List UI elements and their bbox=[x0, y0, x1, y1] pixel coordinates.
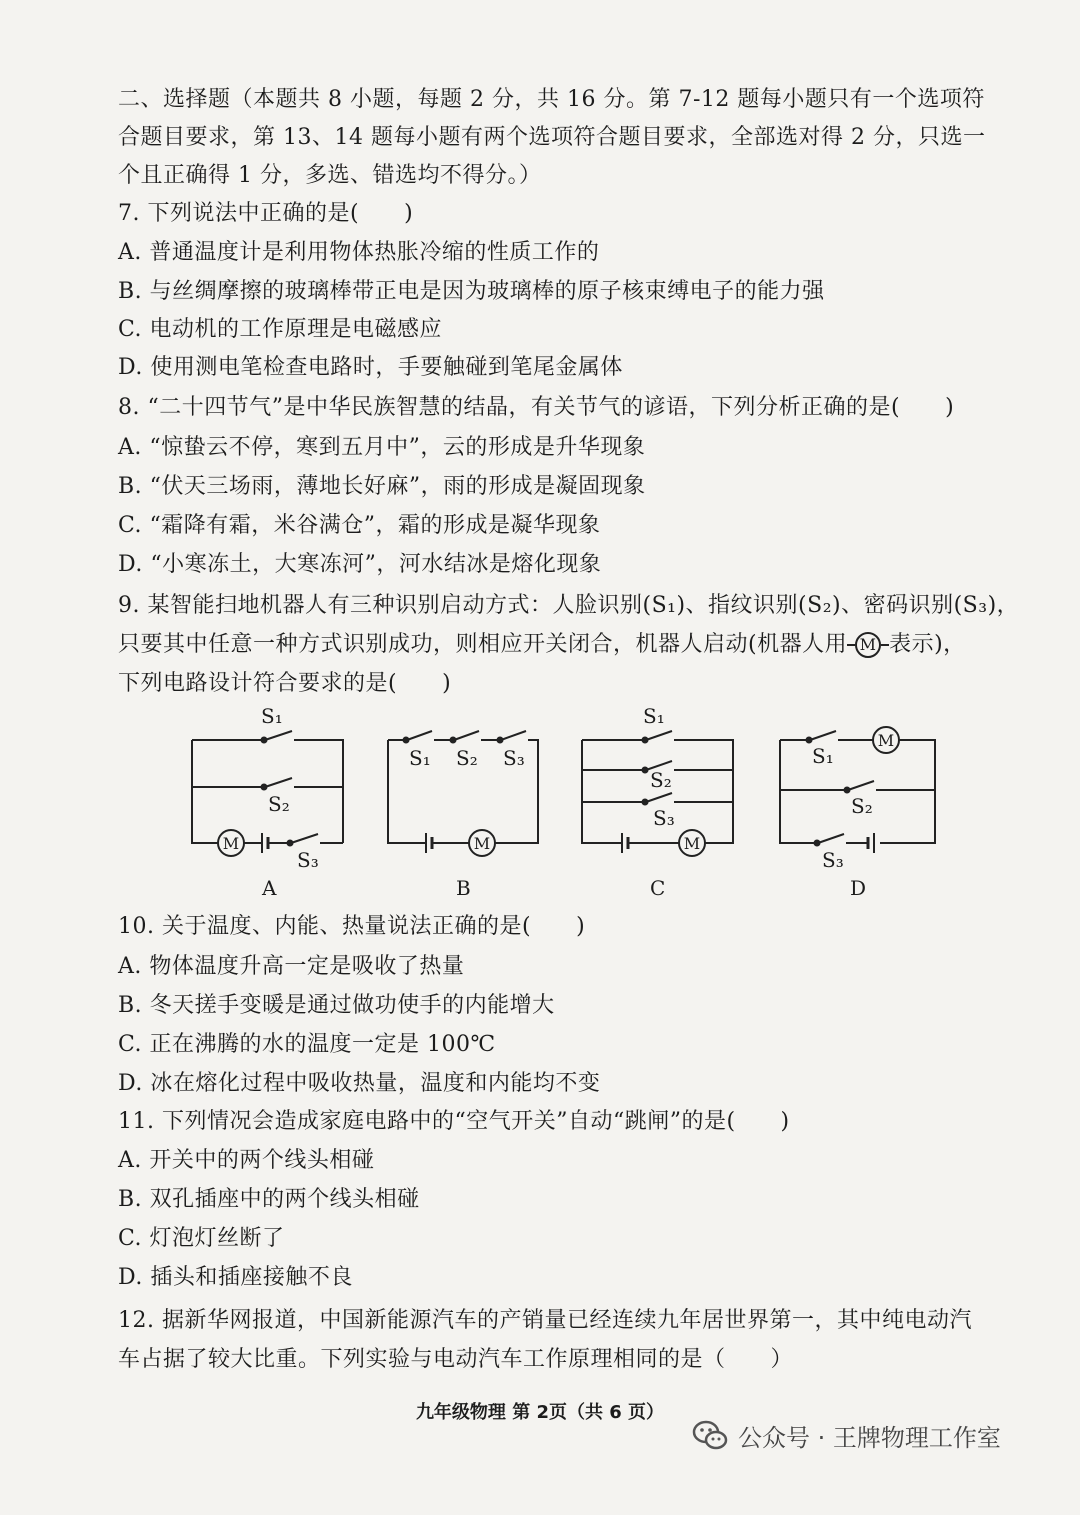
q11-option-d: D. 插头和插座接触不良 bbox=[118, 1265, 353, 1290]
q9-stem-line-3: 下列电路设计符合要求的是( ) bbox=[118, 671, 452, 696]
circuit-a-label-s3: S₃ bbox=[297, 848, 319, 872]
motor-lead-left bbox=[847, 644, 855, 646]
section-heading-line-1: 二、选择题（本题共 8 小题，每题 2 分，共 16 分。第 7-12 题每小题只有一个选项符 bbox=[118, 87, 985, 112]
circuit-c bbox=[582, 731, 733, 856]
q9-stem-line-2-text: 只要其中任意一种方式识别成功，则相应开关闭合，机器人启动(机器人用 bbox=[118, 632, 848, 657]
circuit-d-label-s1: S₁ bbox=[812, 744, 834, 768]
q12-stem-line-1: 12. 据新华网报道，中国新能源汽车的产销量已经连续九年居世界第一，其中纯电动汽 bbox=[118, 1308, 972, 1333]
section-heading-line-3: 个且正确得 1 分，多选、错选均不得分。） bbox=[118, 163, 542, 188]
circuit-d-caption: D bbox=[850, 876, 867, 900]
circuit-d-label-s3: S₃ bbox=[822, 848, 844, 872]
q8-stem: 8. “二十四节气”是中华民族智慧的结晶，有关节气的谚语，下列分析正确的是( ) bbox=[118, 395, 955, 420]
q10-option-b: B. 冬天搓手变暖是通过做功使手的内能增大 bbox=[118, 993, 555, 1018]
q10-option-c: C. 正在沸腾的水的温度一定是 100℃ bbox=[118, 1032, 496, 1057]
motor-lead-right bbox=[881, 644, 889, 646]
q9-stem-line-2 bbox=[118, 631, 966, 659]
circuit-d-motor-label: M bbox=[877, 731, 895, 750]
circuit-c-label-s1: S₁ bbox=[643, 704, 665, 728]
q9-stem-line-2-end: 表示)， bbox=[889, 632, 966, 657]
section-heading-line-2: 合题目要求，第 13、14 题每小题有两个选项符合题目要求，全部选对得 2 分，只选一 bbox=[118, 125, 986, 150]
circuit-d bbox=[780, 727, 935, 853]
q8-option-b: B. “伏天三场雨，薄地长好麻”，雨的形成是凝固现象 bbox=[118, 474, 646, 499]
q7-option-b: B. 与丝绸摩擦的玻璃棒带正电是因为玻璃棒的原子核束缚电子的能力强 bbox=[118, 279, 825, 304]
q8-option-a: A. “惊蛰云不停，寒到五月中”，云的形成是升华现象 bbox=[118, 435, 646, 460]
q11-stem: 11. 下列情况会造成家庭电路中的“空气开关”自动“跳闸”的是( ) bbox=[118, 1109, 790, 1134]
page-footer: 九年级物理 第 2页（共 6 页） bbox=[415, 1402, 665, 1423]
q11-option-b: B. 双孔插座中的两个线头相碰 bbox=[118, 1187, 420, 1212]
circuit-d-label-s2: S₂ bbox=[851, 794, 873, 818]
q10-option-d: D. 冰在熔化过程中吸收热量，温度和内能均不变 bbox=[118, 1071, 601, 1096]
q12-stem-line-2: 车占据了较大比重。下列实验与电动汽车工作原理相同的是（ ） bbox=[118, 1347, 794, 1372]
q11-option-a: A. 开关中的两个线头相碰 bbox=[118, 1148, 375, 1173]
q7-option-c: C. 电动机的工作原理是电磁感应 bbox=[118, 317, 443, 342]
watermark-text: 公众号 · 王牌物理工作室 bbox=[738, 1423, 1001, 1452]
q11-option-c: C. 灯泡灯丝断了 bbox=[118, 1226, 285, 1251]
circuit-b-label-s2: S₂ bbox=[456, 746, 478, 770]
q10-stem: 10. 关于温度、内能、热量说法正确的是( ) bbox=[118, 914, 586, 939]
circuit-c-caption: C bbox=[650, 876, 666, 900]
motor-symbol-inline: M bbox=[855, 632, 881, 658]
circuit-a-label-s2: S₂ bbox=[268, 792, 290, 816]
circuit-a-caption: A bbox=[262, 876, 277, 900]
q7-option-a: A. 普通温度计是利用物体热胀冷缩的性质工作的 bbox=[118, 240, 600, 265]
circuit-diagrams bbox=[0, 695, 1080, 910]
q7-option-d: D. 使用测电笔检查电路时，手要触碰到笔尾金属体 bbox=[118, 355, 623, 380]
circuit-b-caption: B bbox=[456, 876, 471, 900]
circuit-a-label-s1: S₁ bbox=[261, 704, 283, 728]
watermark bbox=[690, 1415, 1001, 1455]
circuit-c-label-s3: S₃ bbox=[653, 806, 675, 830]
q10-option-a: A. 物体温度升高一定是吸收了热量 bbox=[118, 954, 465, 979]
q9-stem-line-1: 9. 某智能扫地机器人有三种识别启动方式：人脸识别(S₁)、指纹识别(S₂)、密码识别(S₃)， bbox=[118, 593, 1020, 618]
wechat-icon bbox=[690, 1415, 730, 1455]
circuit-c-label-s2: S₂ bbox=[650, 768, 672, 792]
circuit-a-motor-label: M bbox=[222, 834, 240, 853]
q8-option-c: C. “霜降有霜，米谷满仓”，霜的形成是凝华现象 bbox=[118, 513, 601, 538]
q8-option-d: D. “小寒冻土，大寒冻河”，河水结冰是熔化现象 bbox=[118, 552, 602, 577]
circuit-b-label-s1: S₁ bbox=[409, 746, 431, 770]
circuit-b-label-s3: S₃ bbox=[503, 746, 525, 770]
q7-stem: 7. 下列说法中正确的是( ) bbox=[118, 201, 414, 226]
circuit-b-motor-label: M bbox=[473, 834, 491, 853]
circuit-c-motor-label: M bbox=[683, 834, 701, 853]
